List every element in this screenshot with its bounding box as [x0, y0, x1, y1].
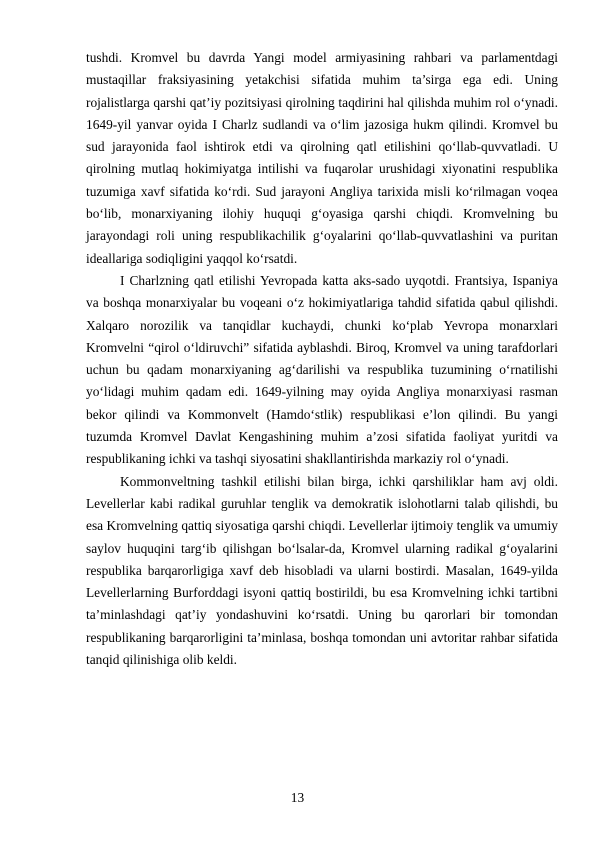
document-body: [86, 47, 558, 671]
paragraph-charles-execution: I Charlzning qatl etilishi Yevropada katta aks-sado uyqotdi. Frantsiya, Ispaniya va boshqa monarxiyalar bu voqeani o‘z hokimiyatlariga tahdid sifatida qabul qilishdi. Xalqaro norozilik va tanqidlar kuchaydi, chunki ko‘plab Yevropa monarxlari Kromvelni “qirol o‘ldiruvchi” sifatida ayblashdi. Biroq, Kromvel va uning tarafdorlari uchun bu qadam monarxiyaning ag‘darilishi va respublika tuzumining o‘rnatilishi yo‘lidagi muhim qadam edi. 1649-yilning may oyida Angliya monarxiyasi rasman bekor qilindi va Kommonvelt (Hamdo‘stlik) respublikasi e’lon qilindi. Bu yangi tuzumda Kromvel Davlat Kengashining muhim a’zosi sifatida faoliyat yuritdi va respublikaning ichki va tashqi siyosatini shakllantirishda markaziy rol o‘ynadi.: [86, 272, 558, 467]
paragraph-continuation: tushdi. Kromvel bu davrda Yangi model armiyasining rahbari va parlamentdagi mustaqillar fraksiyasining yetakchisi sifatida muhim ta’sirga ega edi. Uning rojalistlarga qarshi qat’iy pozitsiyasi qirolning taqdirini hal qilishda muhim rol o‘ynadi. 1649-yil yanvar oyida I Charlz sudlandi va o‘lim jazosiga hukm qilindi. Kromvel bu sud jarayonida faol ishtirok etdi va qirolning qatl etilishini qo‘llab-quvvatladi. U qirolning mutlaq hokimiyatga intilishi va fuqarolar urushidagi xiyonatini respublika tuzumiga xavf sifatida ko‘rdi. Sud jarayoni Angliya tarixida misli ko‘rilmagan voqea bo‘lib, monarxiyaning ilohiy huquqi g‘oyasiga qarshi chiqdi. Kromvelning bu jarayondagi roli uning respublikachilik g‘oyalarini qo‘llab-quvvatlashini va puritan ideallariga sodiqligini yaqqol ko‘rsatdi.: [86, 50, 558, 266]
paragraph-commonwealth-opposition: Kommonveltning tashkil etilishi bilan birga, ichki qarshiliklar ham avj oldi. Levellerlar kabi radikal guruhlar tenglik va demokratik islohotlarni talab qilishdi, bu esa Kromvelning qattiq siyosatiga qarshi chiqdi. Levellerlar ijtimoiy tenglik va umumiy saylov huquqini targ‘ib qilishgan bo‘lsalar-da, Kromvel ularning radikal g‘oyalarini respublika barqarorligiga xavf deb hisobladi va ularni bostirdi. Masalan, 1649-yilda Levellerlarning Burforddagi isyoni qattiq bostirildi, bu esa Kromvelning ichki tartibni ta’minlashdagi qat’iy yondashuvini ko‘rsatdi. Uning bu qarorlari bir tomondan respublikaning barqarorligini ta’minlasa, boshqa tomondan uni avtoritar rahbar sifatida tanqid qilinishiga olib keldi.: [86, 473, 558, 668]
page-number: 13: [290, 790, 305, 805]
